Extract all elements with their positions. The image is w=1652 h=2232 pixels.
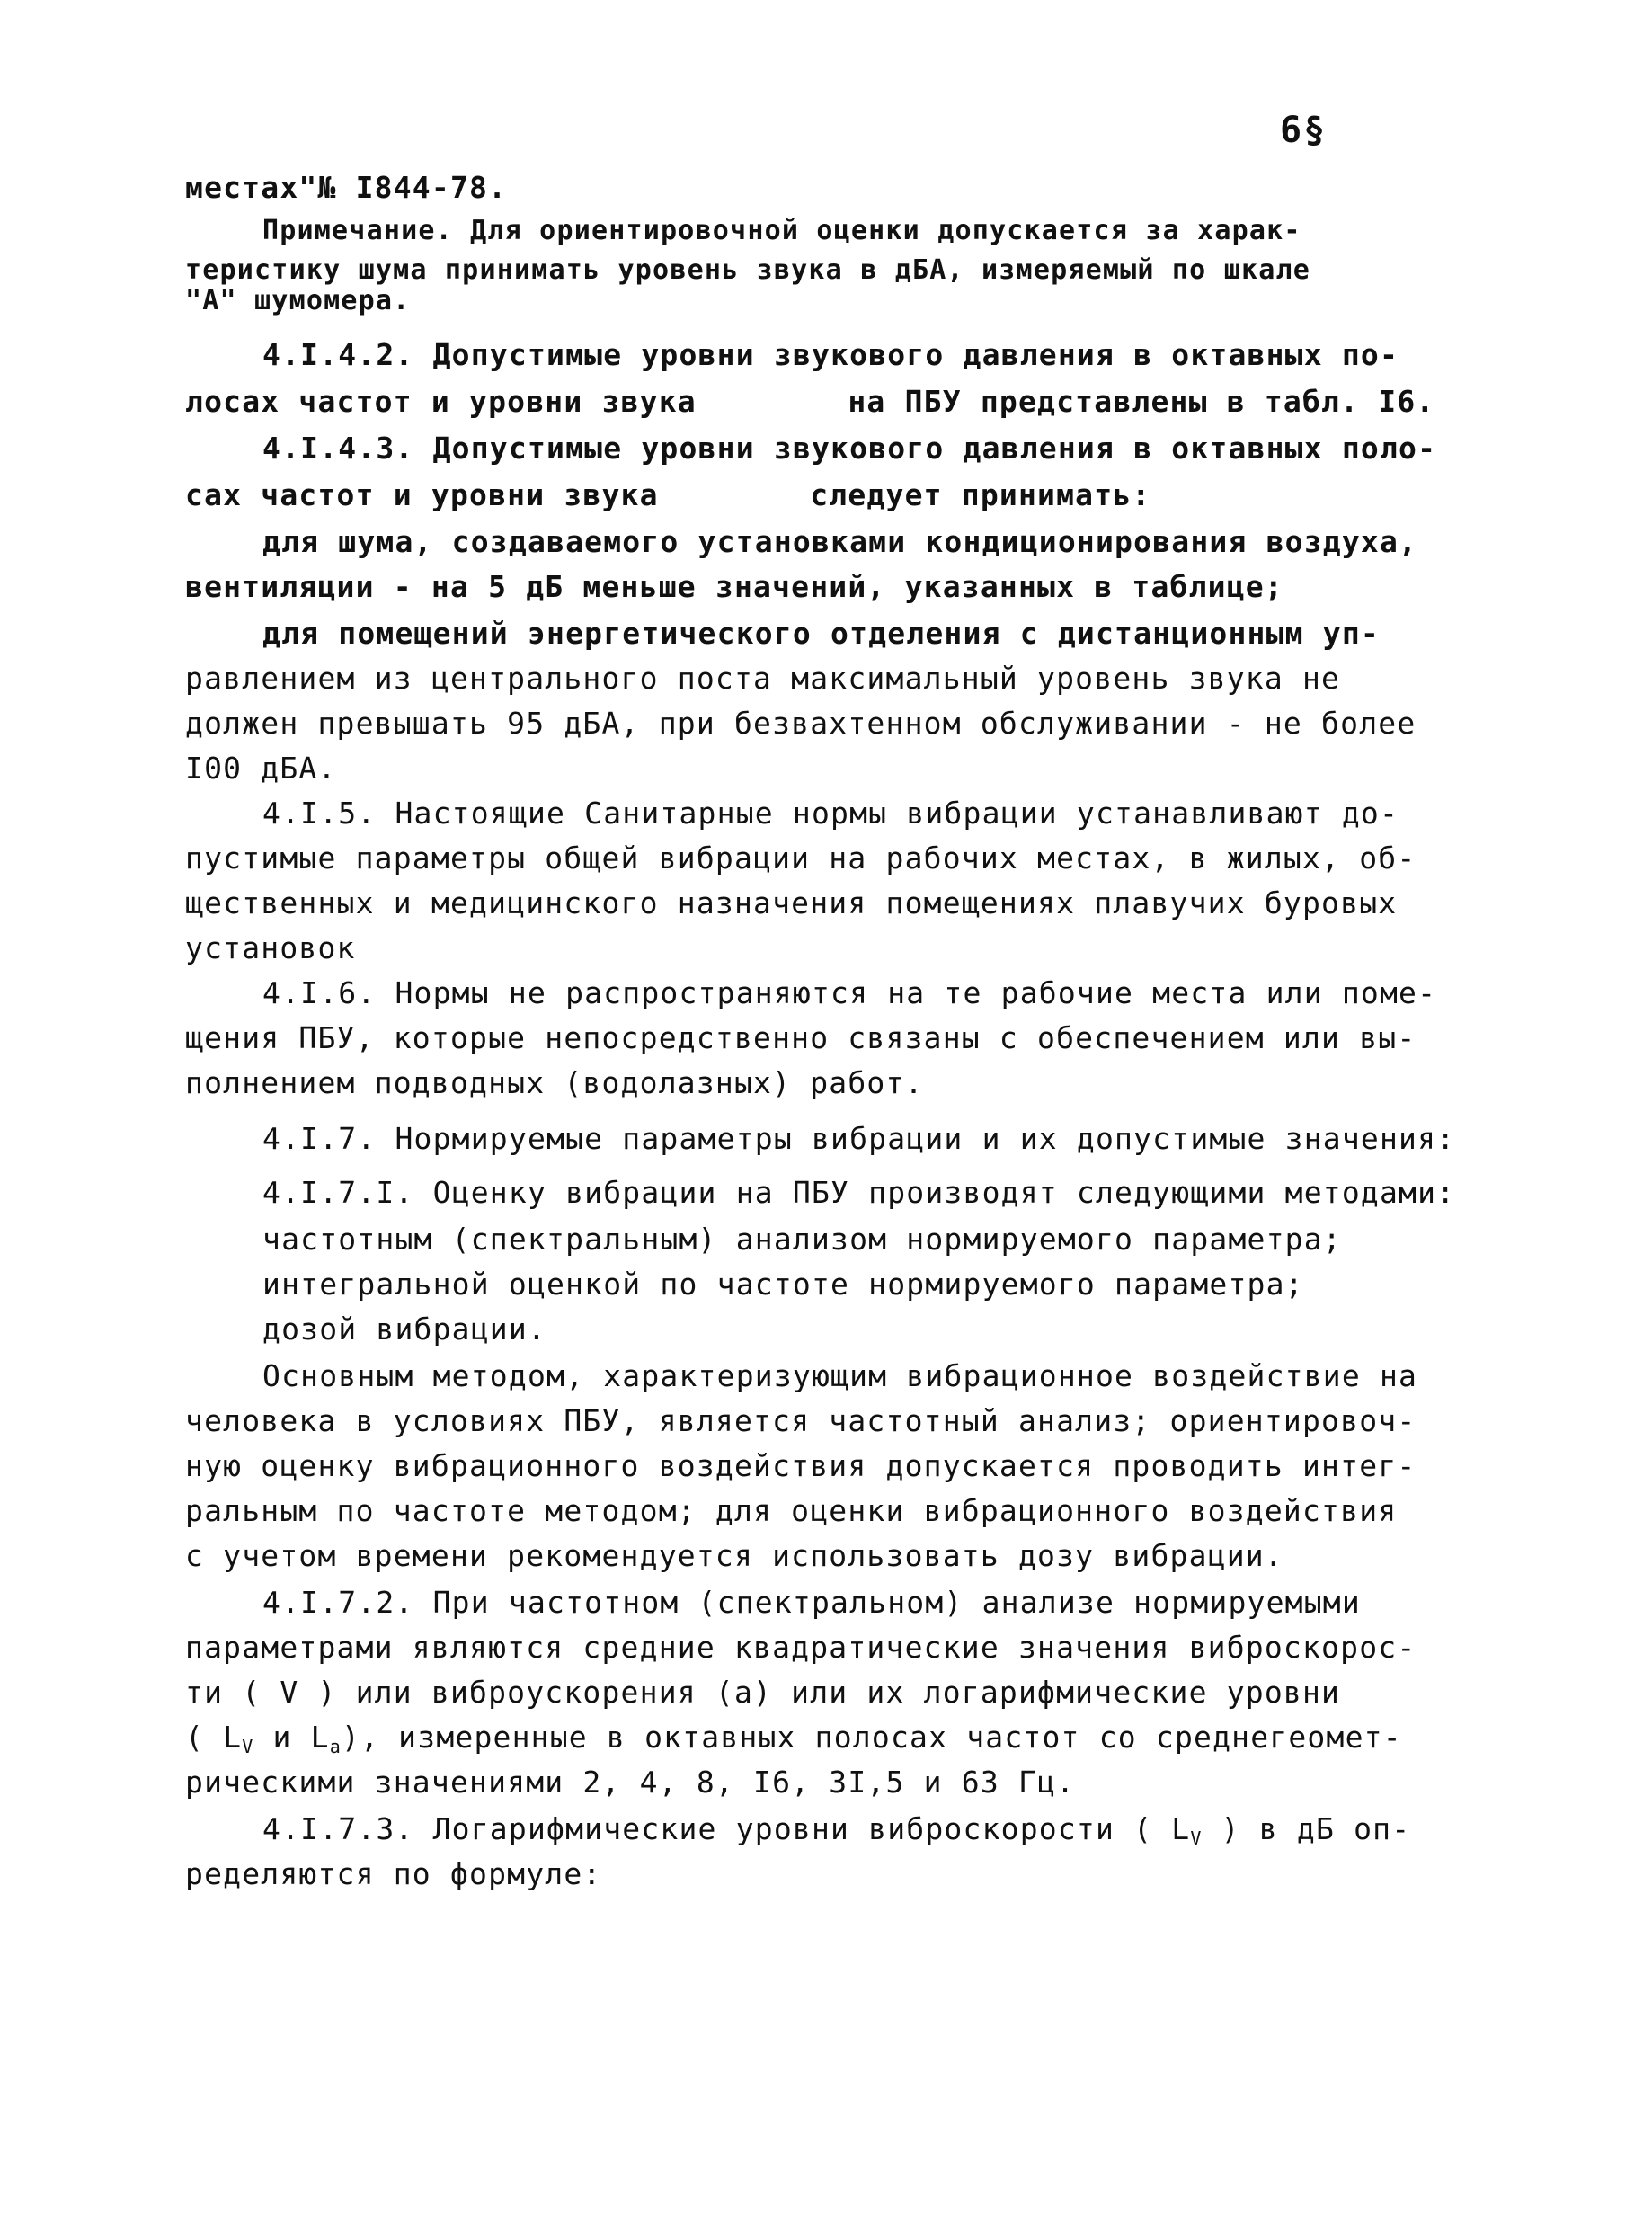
text-line: щения ПБУ, которые непосредственно связаны с обеспечением или вы-: [185, 1020, 1417, 1055]
text-line: 4.I.7.2. При частотном (спектральном) анализе нормируемыми: [262, 1585, 1361, 1620]
subscript: a: [329, 1736, 342, 1757]
text-line-with-subscript: [262, 1811, 1411, 1849]
text-fragment: ) в дБ оп-: [1202, 1811, 1411, 1846]
text-line: для помещений энергетического отделения с дистанционным уп-: [262, 616, 1380, 651]
text-line: человека в условиях ПБУ, является частотный анализ; ориентировоч-: [185, 1403, 1417, 1438]
text-line: лосах частот и уровни звука на ПБУ представлены в табл. I6.: [185, 384, 1435, 419]
text-line: 4.I.4.3. Допустимые уровни звукового давления в октавных поло-: [262, 431, 1437, 466]
text-line: щественных и медицинского назначения помещениях плавучих буровых: [185, 885, 1398, 920]
page-number: 6§: [1280, 110, 1328, 151]
text-line: 4.I.7. Нормируемые параметры вибрации и их допустимые значения:: [262, 1121, 1456, 1156]
text-line: равлением из центрального поста максимальный уровень звука не: [185, 661, 1341, 696]
subscript: V: [1190, 1827, 1203, 1849]
text-line: 4.I.4.2. Допустимые уровни звукового давления в октавных по-: [262, 337, 1399, 372]
text-line: полнением подводных (водолазных) работ.: [185, 1065, 924, 1100]
text-line: для шума, создаваемого установками кондиционирования воздуха,: [262, 524, 1418, 559]
note-line: "А" шумомера.: [185, 285, 411, 316]
note-line: теристику шума принимать уровень звука в дБА, измеряемый по шкале: [185, 254, 1310, 286]
text-line: сах частот и уровни звука следует принимать:: [185, 477, 1151, 512]
text-line: дозой вибрации.: [262, 1312, 547, 1347]
text-line: местах"№ I844-78.: [185, 170, 508, 205]
text-line: ную оценку вибрационного воздействия допускается проводить интег-: [185, 1448, 1417, 1483]
text-line: ральным по частоте методом; для оценки вибрационного воздействия: [185, 1493, 1398, 1528]
text-fragment: ( L: [185, 1720, 243, 1755]
note-line: Примечание. Для ориентировочной оценки допускается за харак-: [262, 215, 1301, 246]
text-line: Основным методом, характеризующим вибрационное воздействие на: [262, 1358, 1418, 1393]
text-line: 4.I.7.I. Оценку вибрации на ПБУ производят следующими методами:: [262, 1175, 1456, 1210]
text-line: рическими значениями 2, 4, 8, I6, 3I,5 и 63 Гц.: [185, 1765, 1076, 1800]
text-fragment: ), измеренные в октавных полосах частот со среднегеомет-: [341, 1720, 1402, 1755]
text-line: вентиляции - на 5 дБ меньше значений, указанных в таблице;: [185, 569, 1283, 604]
text-line: параметрами являются средние квадратические значения виброскорос-: [185, 1630, 1417, 1665]
text-line: интегральной оценкой по частоте нормируемого параметра;: [262, 1267, 1304, 1302]
text-line: установок: [185, 930, 356, 965]
text-line: должен превышать 95 дБА, при безвахтенном обслуживании - не более: [185, 706, 1417, 741]
text-fragment: и L: [253, 1720, 330, 1755]
text-line: 4.I.5. Настоящие Санитарные нормы вибрации устанавливают до-: [262, 796, 1399, 831]
text-line: I00 дБА.: [185, 751, 337, 786]
text-line: ти ( V ) или виброускорения (a) или их логарифмические уровни: [185, 1675, 1341, 1710]
text-line-with-subscripts: [185, 1722, 1402, 1756]
text-line: частотным (спектральным) анализом нормируемого параметра;: [262, 1222, 1342, 1257]
text-line: 4.I.6. Нормы не распространяются на те рабочие места или поме-: [262, 975, 1437, 1010]
text-line: ределяются по формуле:: [185, 1856, 602, 1891]
text-line: пустимые параметры общей вибрации на рабочих местах, в жилых, об-: [185, 840, 1417, 876]
text-line: с учетом времени рекомендуется использовать дозу вибрации.: [185, 1538, 1283, 1573]
text-fragment: 4.I.7.3. Логарифмические уровни виброскорости ( L: [262, 1811, 1191, 1846]
subscript: V: [242, 1736, 254, 1757]
